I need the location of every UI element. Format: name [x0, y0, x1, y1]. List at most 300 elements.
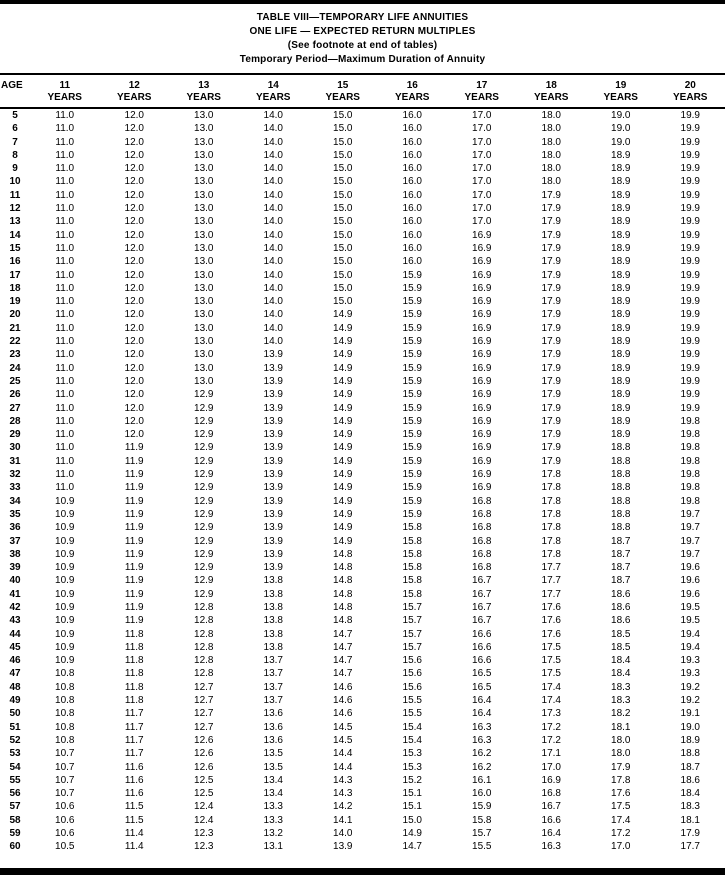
- value-cell: 16.0: [402, 110, 422, 121]
- value-cell: 11.0: [55, 389, 75, 401]
- value-cell: 17.6: [541, 628, 561, 640]
- table-row: [0, 601, 725, 614]
- table-row: [0, 654, 725, 667]
- value-cell: 11.0: [55, 256, 75, 268]
- value-cell: 12.7: [194, 721, 214, 733]
- value-cell: 10.9: [55, 522, 75, 534]
- age-cell: 57: [9, 801, 21, 813]
- value-cell: 16.9: [472, 375, 492, 387]
- table-row: [0, 508, 725, 521]
- value-cell: 18.8: [611, 482, 631, 494]
- year-number-label: 19: [615, 80, 627, 91]
- value-cell: 17.0: [472, 163, 492, 175]
- value-cell: 13.0: [194, 136, 214, 148]
- value-cell: 18.9: [611, 349, 631, 361]
- value-cell: 18.9: [611, 189, 631, 201]
- value-cell: 17.8: [541, 508, 561, 520]
- value-cell: 19.9: [680, 110, 700, 121]
- table-row: [0, 535, 725, 548]
- table-row: [0, 455, 725, 468]
- value-cell: 11.5: [124, 801, 144, 813]
- value-cell: 13.0: [194, 242, 214, 254]
- value-cell: 15.9: [402, 495, 422, 507]
- value-cell: 14.8: [333, 588, 353, 600]
- table-row: [0, 282, 725, 295]
- value-cell: 19.6: [680, 562, 700, 574]
- value-cell: 11.8: [124, 641, 144, 653]
- value-cell: 15.9: [402, 296, 422, 308]
- value-cell: 16.6: [472, 655, 492, 667]
- value-cell: 11.9: [124, 442, 144, 454]
- value-cell: 13.9: [263, 495, 283, 507]
- years-sublabel: YEARS: [47, 92, 82, 103]
- value-cell: 12.9: [194, 389, 214, 401]
- value-cell: 11.8: [124, 668, 144, 680]
- value-cell: 18.3: [611, 695, 631, 707]
- age-cell: 36: [9, 522, 21, 534]
- value-cell: 13.3: [263, 801, 283, 813]
- value-cell: 18.0: [541, 123, 561, 135]
- value-cell: 15.0: [402, 814, 422, 826]
- value-cell: 17.9: [541, 296, 561, 308]
- value-cell: 13.0: [194, 375, 214, 387]
- value-cell: 12.9: [194, 495, 214, 507]
- value-cell: 19.8: [680, 442, 700, 454]
- value-cell: 16.8: [541, 788, 561, 800]
- value-cell: 11.7: [124, 748, 144, 760]
- value-cell: 14.0: [263, 110, 283, 121]
- value-cell: 18.4: [611, 668, 631, 680]
- age-cell: 26: [9, 389, 21, 401]
- value-cell: 19.6: [680, 588, 700, 600]
- value-cell: 19.9: [680, 242, 700, 254]
- value-cell: 18.8: [680, 748, 700, 760]
- value-cell: 11.9: [124, 455, 144, 467]
- value-cell: 11.9: [124, 522, 144, 534]
- value-cell: 15.9: [402, 375, 422, 387]
- value-cell: 12.7: [194, 708, 214, 720]
- value-cell: 18.9: [611, 203, 631, 215]
- value-cell: 19.3: [680, 655, 700, 667]
- value-cell: 14.6: [333, 695, 353, 707]
- value-cell: 13.9: [263, 548, 283, 560]
- years-sublabel: YEARS: [186, 92, 221, 103]
- table-row: [0, 109, 725, 122]
- year-number-label: 13: [198, 80, 210, 91]
- value-cell: 17.8: [541, 522, 561, 534]
- value-cell: 12.0: [124, 429, 144, 441]
- value-cell: 18.2: [611, 708, 631, 720]
- value-cell: 15.7: [402, 628, 422, 640]
- value-cell: 17.0: [472, 216, 492, 228]
- value-cell: 11.9: [124, 548, 144, 560]
- value-cell: 17.9: [541, 389, 561, 401]
- value-cell: 18.4: [611, 655, 631, 667]
- value-cell: 16.0: [402, 256, 422, 268]
- age-cell: 11: [9, 189, 21, 201]
- age-cell: 37: [9, 535, 21, 547]
- table-row: [0, 468, 725, 481]
- value-cell: 16.0: [402, 203, 422, 215]
- value-cell: 10.7: [55, 761, 75, 773]
- value-cell: 19.1: [680, 708, 700, 720]
- value-cell: 16.0: [402, 229, 422, 241]
- value-cell: 13.8: [263, 588, 283, 600]
- age-cell: 29: [9, 429, 21, 441]
- value-cell: 18.3: [611, 681, 631, 693]
- value-cell: 14.9: [333, 495, 353, 507]
- value-cell: 13.7: [263, 695, 283, 707]
- value-cell: 16.9: [472, 415, 492, 427]
- age-cell: 50: [9, 708, 21, 720]
- value-cell: 12.4: [194, 814, 214, 826]
- value-cell: 14.0: [263, 216, 283, 228]
- year-column-header: [378, 79, 448, 104]
- value-cell: 16.4: [472, 708, 492, 720]
- value-cell: 15.0: [333, 110, 353, 121]
- value-cell: 17.6: [541, 615, 561, 627]
- value-cell: 12.0: [124, 349, 144, 361]
- year-number-label: 11: [59, 80, 71, 91]
- age-cell: 47: [9, 668, 21, 680]
- table-row: [0, 402, 725, 415]
- value-cell: 13.7: [263, 655, 283, 667]
- value-cell: 12.0: [124, 402, 144, 414]
- value-cell: 13.9: [263, 455, 283, 467]
- value-cell: 15.1: [402, 801, 422, 813]
- age-cell: 16: [9, 256, 21, 268]
- age-cell: 19: [9, 296, 21, 308]
- value-cell: 19.8: [680, 429, 700, 441]
- value-cell: 12.8: [194, 655, 214, 667]
- value-cell: 11.9: [124, 575, 144, 587]
- value-cell: 13.0: [194, 322, 214, 334]
- value-cell: 14.9: [333, 429, 353, 441]
- value-cell: 14.0: [263, 203, 283, 215]
- value-cell: 13.9: [263, 482, 283, 494]
- table-row: [0, 827, 725, 840]
- value-cell: 13.9: [333, 841, 353, 853]
- value-cell: 17.0: [472, 110, 492, 121]
- table-row: [0, 162, 725, 175]
- value-cell: 17.8: [541, 469, 561, 481]
- value-cell: 10.9: [55, 655, 75, 667]
- value-cell: 10.9: [55, 562, 75, 574]
- value-cell: 17.4: [541, 695, 561, 707]
- value-cell: 19.9: [680, 375, 700, 387]
- value-cell: 13.2: [263, 828, 283, 840]
- value-cell: 12.8: [194, 615, 214, 627]
- value-cell: 15.3: [402, 761, 422, 773]
- value-cell: 16.9: [472, 269, 492, 281]
- value-cell: 17.6: [541, 601, 561, 613]
- value-cell: 19.9: [680, 389, 700, 401]
- value-cell: 15.9: [402, 336, 422, 348]
- year-number-label: 16: [406, 80, 418, 91]
- value-cell: 15.0: [333, 216, 353, 228]
- value-cell: 10.8: [55, 721, 75, 733]
- value-cell: 13.9: [263, 375, 283, 387]
- value-cell: 18.9: [611, 389, 631, 401]
- value-cell: 17.9: [541, 269, 561, 281]
- value-cell: 11.0: [55, 482, 75, 494]
- table-row: [0, 734, 725, 747]
- year-number-label: 14: [267, 80, 279, 91]
- value-cell: 19.2: [680, 681, 700, 693]
- table-row: [0, 348, 725, 361]
- value-cell: 12.9: [194, 402, 214, 414]
- value-cell: 13.9: [263, 415, 283, 427]
- value-cell: 14.9: [333, 522, 353, 534]
- value-cell: 15.9: [402, 322, 422, 334]
- age-cell: 40: [9, 575, 21, 587]
- value-cell: 16.3: [472, 721, 492, 733]
- value-cell: 18.9: [680, 734, 700, 746]
- table-row: [0, 588, 725, 601]
- value-cell: 12.0: [124, 136, 144, 148]
- value-cell: 14.6: [333, 681, 353, 693]
- value-cell: 13.9: [263, 508, 283, 520]
- value-cell: 10.8: [55, 695, 75, 707]
- value-cell: 18.6: [611, 588, 631, 600]
- value-cell: 13.9: [263, 535, 283, 547]
- table-row: [0, 481, 725, 494]
- value-cell: 15.9: [402, 415, 422, 427]
- value-cell: 15.8: [402, 535, 422, 547]
- age-cell: 43: [9, 615, 21, 627]
- value-cell: 15.0: [333, 189, 353, 201]
- value-cell: 14.9: [333, 415, 353, 427]
- value-cell: 19.9: [680, 402, 700, 414]
- age-cell: 59: [9, 828, 21, 840]
- value-cell: 19.7: [680, 535, 700, 547]
- age-cell: 52: [9, 734, 21, 746]
- value-cell: 16.7: [472, 615, 492, 627]
- value-cell: 17.8: [611, 774, 631, 786]
- value-cell: 19.7: [680, 522, 700, 534]
- years-sublabel: YEARS: [117, 92, 152, 103]
- value-cell: 16.9: [472, 349, 492, 361]
- value-cell: 19.5: [680, 615, 700, 627]
- value-cell: 16.9: [472, 455, 492, 467]
- value-cell: 16.8: [472, 562, 492, 574]
- table-row: [0, 269, 725, 282]
- table-row: [0, 149, 725, 162]
- value-cell: 18.7: [611, 548, 631, 560]
- value-cell: 18.8: [611, 495, 631, 507]
- value-cell: 17.9: [541, 375, 561, 387]
- value-cell: 17.9: [541, 402, 561, 414]
- age-cell: 20: [9, 309, 21, 321]
- value-cell: 10.6: [55, 801, 75, 813]
- value-cell: 15.4: [402, 734, 422, 746]
- value-cell: 16.9: [472, 242, 492, 254]
- value-cell: 15.8: [402, 522, 422, 534]
- value-cell: 14.9: [333, 402, 353, 414]
- age-cell: 12: [9, 203, 21, 215]
- table-row: [0, 122, 725, 135]
- value-cell: 13.0: [194, 296, 214, 308]
- value-cell: 14.3: [333, 774, 353, 786]
- value-cell: 11.0: [55, 349, 75, 361]
- value-cell: 16.0: [402, 189, 422, 201]
- value-cell: 18.6: [611, 615, 631, 627]
- value-cell: 18.9: [611, 256, 631, 268]
- value-cell: 12.0: [124, 375, 144, 387]
- value-cell: 15.9: [402, 389, 422, 401]
- value-cell: 13.0: [194, 149, 214, 161]
- value-cell: 12.9: [194, 548, 214, 560]
- value-cell: 18.9: [611, 402, 631, 414]
- value-cell: 16.9: [472, 482, 492, 494]
- table-row: [0, 242, 725, 255]
- table-title-line-1: TABLE VIII—TEMPORARY LIFE ANNUITIES: [256, 12, 469, 23]
- value-cell: 17.4: [611, 814, 631, 826]
- value-cell: 16.7: [541, 801, 561, 813]
- value-cell: 13.9: [263, 349, 283, 361]
- value-cell: 14.9: [333, 535, 353, 547]
- value-cell: 12.0: [124, 216, 144, 228]
- value-cell: 12.9: [194, 588, 214, 600]
- value-cell: 14.2: [333, 801, 353, 813]
- value-cell: 12.0: [124, 163, 144, 175]
- value-cell: 14.4: [333, 748, 353, 760]
- value-cell: 13.8: [263, 641, 283, 653]
- value-cell: 11.0: [55, 269, 75, 281]
- value-cell: 16.8: [472, 522, 492, 534]
- value-cell: 11.5: [124, 814, 144, 826]
- value-cell: 14.8: [333, 615, 353, 627]
- value-cell: 17.8: [541, 548, 561, 560]
- value-cell: 15.9: [402, 362, 422, 374]
- value-cell: 15.7: [402, 615, 422, 627]
- value-cell: 16.9: [472, 256, 492, 268]
- value-cell: 13.8: [263, 628, 283, 640]
- value-cell: 15.0: [333, 176, 353, 188]
- value-cell: 19.9: [680, 149, 700, 161]
- value-cell: 10.9: [55, 641, 75, 653]
- value-cell: 15.9: [402, 482, 422, 494]
- value-cell: 15.9: [402, 429, 422, 441]
- value-cell: 19.4: [680, 628, 700, 640]
- value-cell: 19.2: [680, 695, 700, 707]
- age-cell: 17: [9, 269, 21, 281]
- value-cell: 15.0: [333, 136, 353, 148]
- value-cell: 13.0: [194, 362, 214, 374]
- value-cell: 17.9: [541, 429, 561, 441]
- value-cell: 11.9: [124, 535, 144, 547]
- value-cell: 15.6: [402, 655, 422, 667]
- value-cell: 16.2: [472, 761, 492, 773]
- value-cell: 16.6: [472, 641, 492, 653]
- value-cell: 16.3: [472, 734, 492, 746]
- value-cell: 12.0: [124, 282, 144, 294]
- value-cell: 16.6: [541, 814, 561, 826]
- age-cell: 46: [9, 655, 21, 667]
- value-cell: 15.0: [333, 282, 353, 294]
- table-row: [0, 561, 725, 574]
- value-cell: 13.9: [263, 429, 283, 441]
- years-sublabel: YEARS: [534, 92, 569, 103]
- age-cell: 23: [9, 349, 21, 361]
- value-cell: 17.2: [541, 734, 561, 746]
- value-cell: 17.9: [611, 761, 631, 773]
- value-cell: 17.9: [541, 322, 561, 334]
- table-row: [0, 721, 725, 734]
- value-cell: 18.4: [680, 788, 700, 800]
- year-column-header: [586, 79, 656, 104]
- value-cell: 17.9: [541, 256, 561, 268]
- value-cell: 18.7: [611, 575, 631, 587]
- value-cell: 13.0: [194, 203, 214, 215]
- year-column-header: [30, 79, 100, 104]
- table-row: [0, 521, 725, 534]
- age-cell: 22: [9, 336, 21, 348]
- value-cell: 17.9: [541, 415, 561, 427]
- years-sublabel: YEARS: [673, 92, 708, 103]
- value-cell: 11.0: [55, 429, 75, 441]
- value-cell: 16.9: [472, 429, 492, 441]
- table-row: [0, 800, 725, 813]
- value-cell: 19.9: [680, 256, 700, 268]
- value-cell: 11.6: [124, 774, 144, 786]
- value-cell: 11.0: [55, 149, 75, 161]
- value-cell: 18.0: [611, 748, 631, 760]
- value-cell: 14.9: [333, 389, 353, 401]
- value-cell: 16.0: [402, 176, 422, 188]
- value-cell: 12.0: [124, 336, 144, 348]
- value-cell: 16.1: [472, 774, 492, 786]
- value-cell: 16.5: [472, 668, 492, 680]
- value-cell: 10.9: [55, 601, 75, 613]
- age-cell: 51: [9, 721, 21, 733]
- value-cell: 14.0: [263, 296, 283, 308]
- value-cell: 12.9: [194, 575, 214, 587]
- value-cell: 12.0: [124, 269, 144, 281]
- year-number-label: 20: [684, 80, 696, 91]
- bottom-whitespace: [0, 854, 725, 868]
- table-row: [0, 495, 725, 508]
- value-cell: 13.9: [263, 362, 283, 374]
- age-cell: 49: [9, 695, 21, 707]
- value-cell: 10.7: [55, 774, 75, 786]
- table-row: [0, 215, 725, 228]
- table-row: [0, 415, 725, 428]
- value-cell: 15.0: [333, 123, 353, 135]
- value-cell: 10.8: [55, 734, 75, 746]
- value-cell: 14.0: [333, 828, 353, 840]
- table-row: [0, 681, 725, 694]
- value-cell: 15.9: [402, 269, 422, 281]
- value-cell: 12.9: [194, 455, 214, 467]
- value-cell: 18.0: [541, 136, 561, 148]
- value-cell: 18.9: [611, 429, 631, 441]
- value-cell: 17.9: [680, 828, 700, 840]
- value-cell: 10.8: [55, 668, 75, 680]
- value-cell: 17.5: [541, 668, 561, 680]
- age-cell: 6: [12, 123, 18, 135]
- value-cell: 14.9: [333, 442, 353, 454]
- age-column-header: AGE: [1, 80, 23, 91]
- value-cell: 16.7: [472, 601, 492, 613]
- value-cell: 14.9: [333, 375, 353, 387]
- table-row: [0, 335, 725, 348]
- value-cell: 19.8: [680, 415, 700, 427]
- value-cell: 12.6: [194, 734, 214, 746]
- value-cell: 11.0: [55, 309, 75, 321]
- table-row: [0, 614, 725, 627]
- value-cell: 12.0: [124, 256, 144, 268]
